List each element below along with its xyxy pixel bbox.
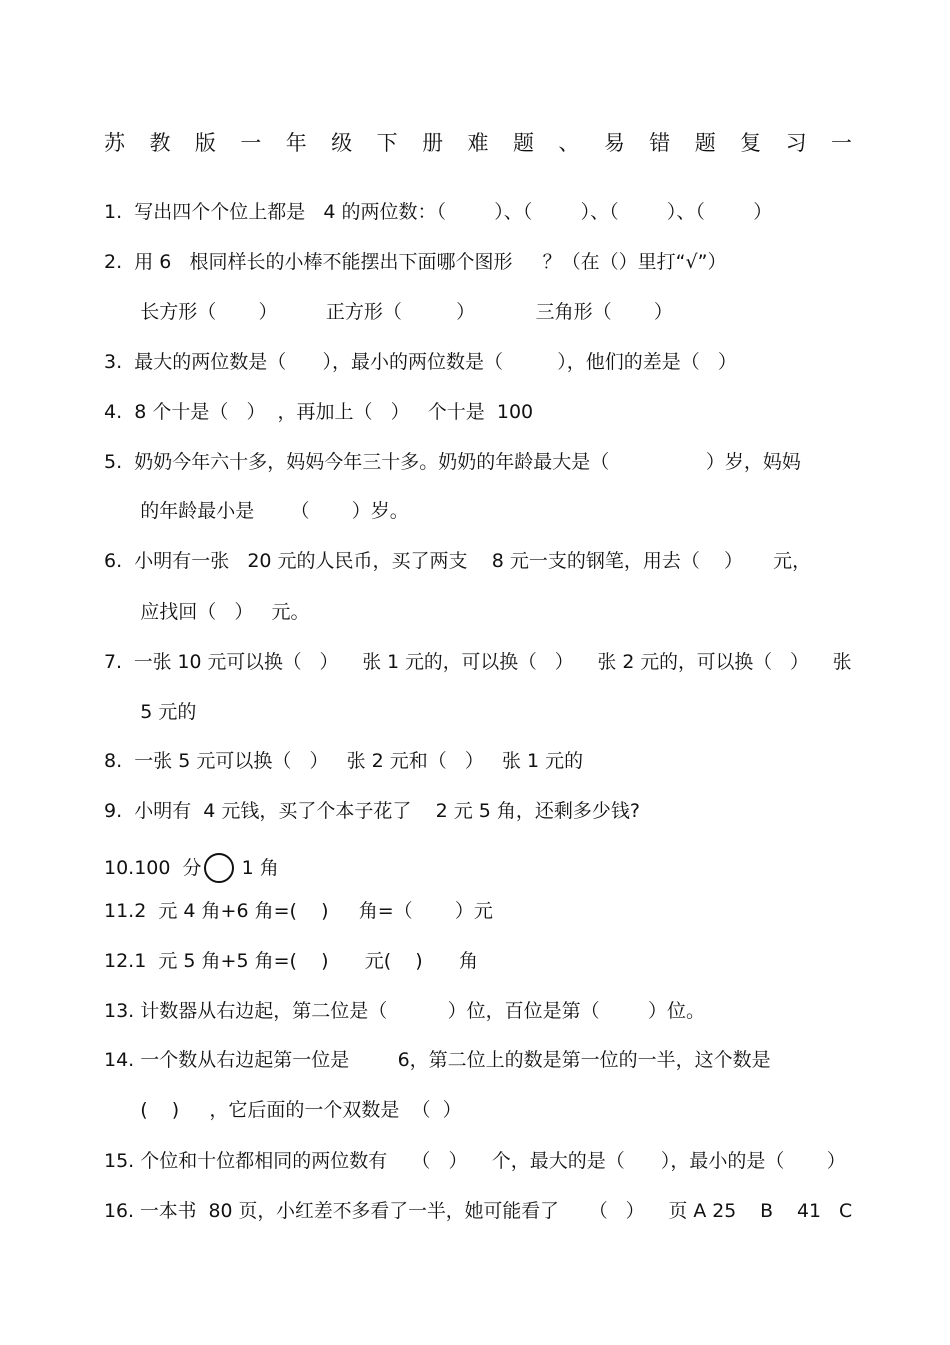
question-15: 15. 个位和十位都相同的两位数有 （ ） 个，最大的是（ ），最小的是（ ） [104, 1150, 846, 1172]
question-10-right: 1 角 [235, 857, 279, 879]
title-char: 册 [422, 131, 444, 155]
question-5-cont: 的年龄最小是 （ ）岁。 [104, 500, 409, 522]
question-4: 4. 8 个十是（ ） ，再加上（ ） 个十是 100 [104, 401, 534, 423]
title-char: 复 [740, 131, 762, 155]
question-7-cont: 5 元的 [104, 701, 197, 723]
title-char: 题 [694, 131, 716, 155]
title-char: 难 [467, 131, 489, 155]
compare-circle-icon[interactable] [204, 853, 234, 883]
title-char: 版 [194, 131, 216, 155]
question-14-cont: ( ) ，它后面的一个双数是 （ ） [104, 1099, 462, 1121]
title-char: 、 [558, 131, 580, 155]
question-10 [104, 853, 279, 883]
question-2-options: 长方形（ ） 正方形（ ） 三角形（ ） [104, 301, 673, 323]
question-9: 9. 小明有 4 元钱，买了个本子花了 2 元 5 角，还剩多少钱? [104, 800, 640, 822]
question-6-cont: 应找回（ ） 元。 [104, 601, 310, 623]
page-title [104, 129, 852, 157]
title-char: 年 [285, 131, 307, 155]
question-5: 5. 奶奶今年六十多，妈妈今年三十多。奶奶的年龄最大是（ ）岁，妈妈 [104, 451, 801, 473]
question-16: 16. 一本书 80 页，小红差不多看了一半，她可能看了 （ ） 页 A 25 B 41 C [104, 1200, 853, 1222]
question-8: 8. 一张 5 元可以换（ ） 张 2 元和（ ） 张 1 元的 [104, 750, 584, 772]
title-char: 下 [376, 131, 398, 155]
title-char: 错 [649, 131, 671, 155]
question-14: 14. 一个数从右边起第一位是 6，第二位上的数是第一位的一半，这个数是 [104, 1049, 771, 1071]
title-char: 一 [240, 131, 262, 155]
title-char: 习 [785, 131, 807, 155]
question-6: 6. 小明有一张 20 元的人民币，买了两支 8 元一支的钢笔，用去（ ） 元， [104, 550, 812, 572]
title-char: 教 [149, 131, 171, 155]
question-10-left: 10.100 分 [104, 857, 202, 879]
question-3: 3. 最大的两位数是（ ），最小的两位数是（ ），他们的差是（ ） [104, 351, 737, 373]
title-char: 级 [331, 131, 353, 155]
question-1: 1. 写出四个个位上都是 4 的两位数：（ ）、（ ）、（ ）、（ ） [104, 201, 773, 223]
question-12: 12.1 元 5 角+5 角=( ) 元( ) 角 [104, 950, 478, 972]
question-7: 7. 一张 10 元可以换（ ） 张 1 元的，可以换（ ） 张 2 元的，可以换（ ） 张 [104, 651, 852, 673]
title-char: 苏 [104, 131, 125, 155]
question-13: 13. 计数器从右边起，第二位是（ ）位，百位是第（ ）位。 [104, 1000, 705, 1022]
question-2: 2. 用 6 根同样长的小棒不能摆出下面哪个图形 ？（在（）里打“√”） [104, 251, 727, 273]
title-char: 题 [512, 131, 534, 155]
question-11: 11.2 元 4 角+6 角=( ) 角=（ ）元 [104, 900, 493, 922]
title-char: 易 [603, 131, 625, 155]
title-char: 一 [831, 131, 852, 155]
